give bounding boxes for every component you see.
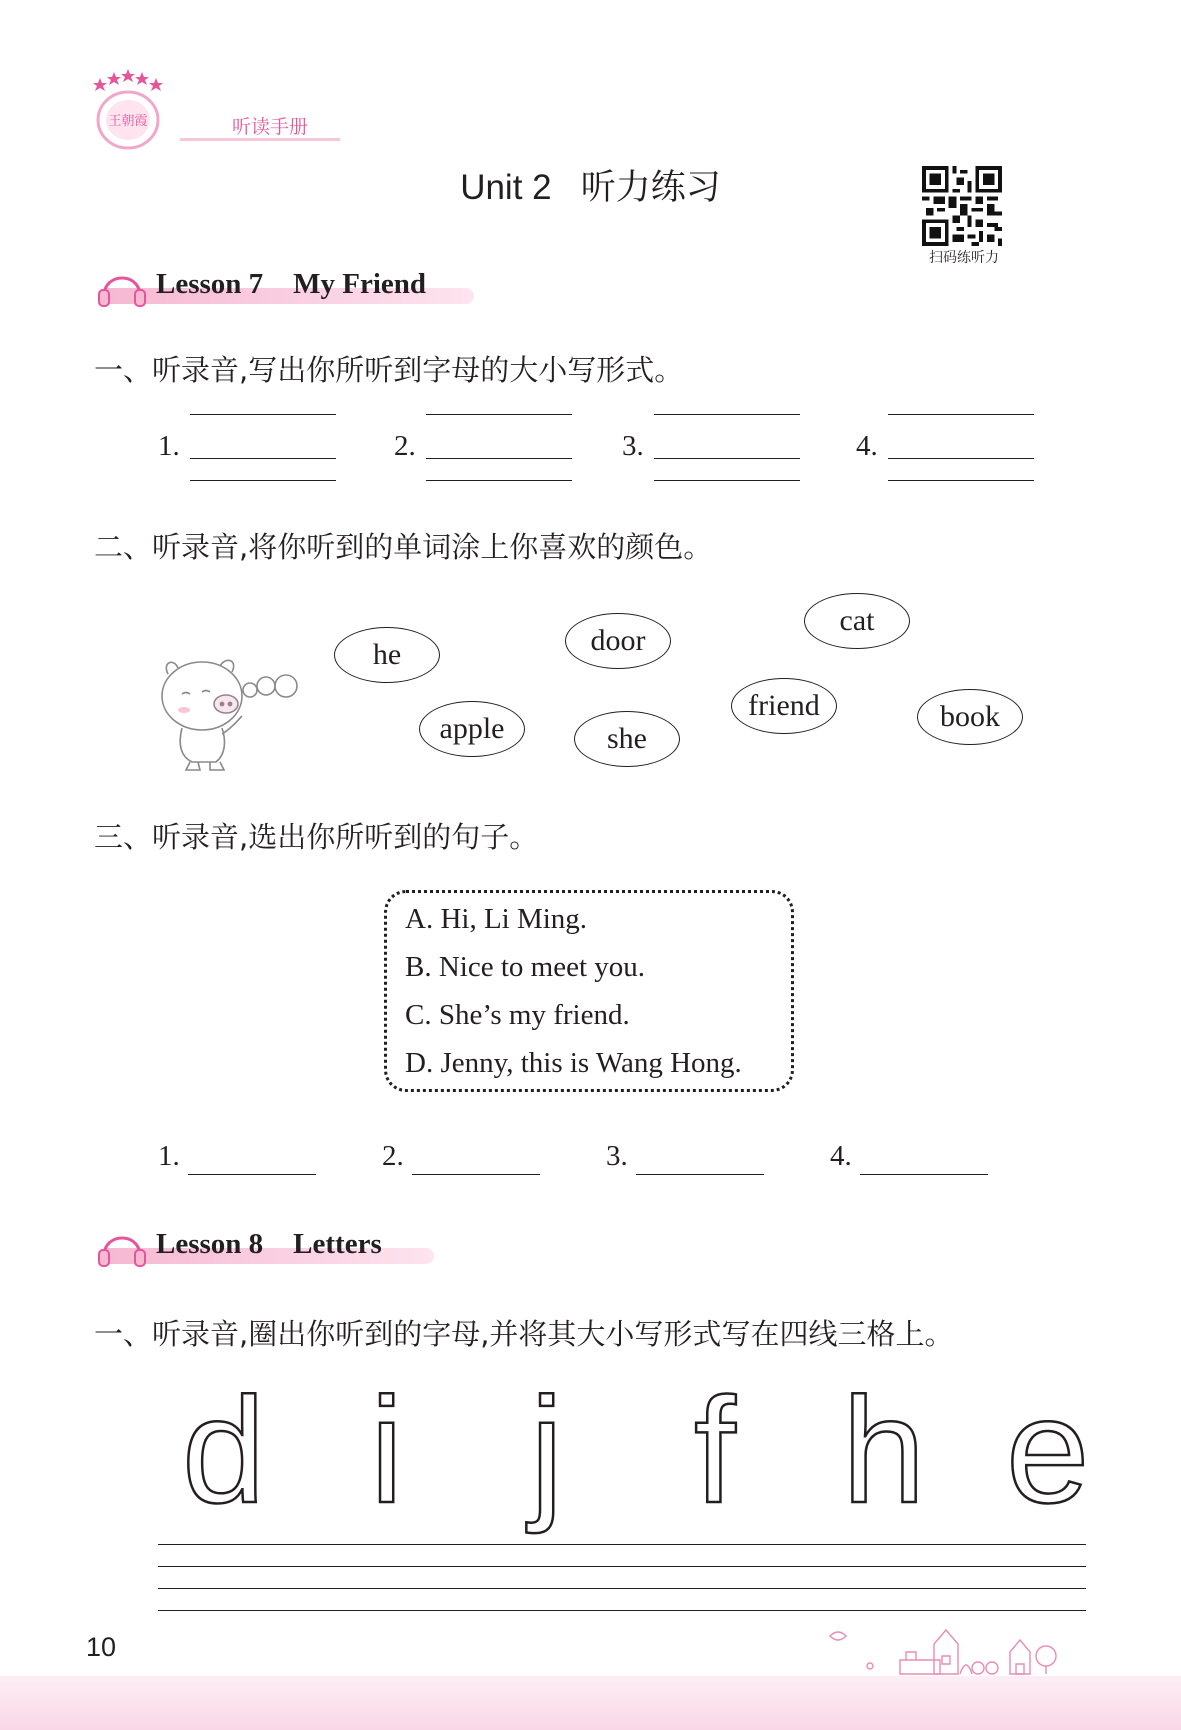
footer-band: [0, 1676, 1181, 1730]
lesson8-number: Lesson 8: [156, 1228, 264, 1260]
word-oval-he[interactable]: he: [334, 627, 440, 683]
l7-s3-answer-2[interactable]: [382, 1136, 582, 1176]
sentence-options-box: [384, 890, 794, 1092]
word-oval-she[interactable]: she: [574, 711, 680, 767]
item-number: 3.: [622, 430, 644, 462]
writing-guide-line: [158, 1544, 1086, 1545]
l7-s1-item-2[interactable]: [394, 410, 576, 482]
l7-s3-answer-3[interactable]: [606, 1136, 806, 1176]
sentence-option-c: C. She’s my friend.: [405, 999, 630, 1031]
l7-s1-item-3[interactable]: [622, 410, 804, 482]
outline-letter-d[interactable]: d: [182, 1366, 266, 1534]
item-number: 2.: [394, 430, 416, 462]
lesson8-name: Letters: [293, 1228, 382, 1260]
l7-s3-heading: 三、听录音,选出你所听到的句子。: [94, 820, 539, 854]
l7-s2-heading: 二、听录音,将你听到的单词涂上你喜欢的颜色。: [94, 530, 713, 564]
sentence-option-d: D. Jenny, this is Wang Hong.: [405, 1047, 742, 1079]
word-oval-cat[interactable]: cat: [804, 593, 910, 649]
headphones-icon: [94, 1222, 150, 1270]
outline-letter-i[interactable]: i: [370, 1366, 404, 1534]
l7-s1-item-4[interactable]: [856, 410, 1038, 482]
header-divider: [180, 138, 340, 141]
item-number: 2.: [382, 1140, 404, 1172]
l7-s1-heading: 一、听录音,写出你所听到字母的大小写形式。: [94, 353, 684, 387]
item-number: 4.: [856, 430, 878, 462]
svg-text:王朝霞: 王朝霞: [108, 114, 148, 129]
word-oval-book[interactable]: book: [917, 689, 1023, 745]
word-oval-friend[interactable]: friend: [731, 678, 837, 734]
item-number: 1.: [158, 1140, 180, 1172]
outline-letter-j[interactable]: j: [530, 1366, 564, 1534]
l7-s1-item-1[interactable]: [158, 410, 340, 482]
pig-blowing-bubbles-icon: [152, 644, 312, 774]
page-title: Unit 2 听力练习: [460, 168, 721, 207]
writing-guide-line: [158, 1610, 1086, 1611]
lesson7-name: My Friend: [293, 268, 427, 300]
lesson8-header: [94, 1222, 494, 1270]
sentence-option-b: B. Nice to meet you.: [405, 951, 646, 983]
lesson7-header: [94, 262, 494, 310]
outline-letter-f[interactable]: f: [694, 1366, 736, 1534]
item-number: 4.: [830, 1140, 852, 1172]
item-number: 1.: [158, 430, 180, 462]
book-name: 听读手册: [232, 116, 309, 138]
word-oval-door[interactable]: door: [565, 613, 671, 669]
writing-guide-line: [158, 1588, 1086, 1589]
house-trees-decoration-icon: [810, 1616, 1070, 1680]
l8-s1-heading: 一、听录音,圈出你听到的字母,并将其大小写形式写在四线三格上。: [94, 1317, 954, 1351]
crown-star-logo-icon: [92, 68, 164, 152]
qr-code-icon: [922, 166, 1002, 246]
sentence-option-a: A. Hi, Li Ming.: [405, 903, 588, 935]
outline-letter-h[interactable]: h: [842, 1366, 926, 1534]
l7-s3-answer-4[interactable]: [830, 1136, 1030, 1176]
writing-guide-line: [158, 1566, 1086, 1567]
lesson7-number: Lesson 7: [156, 268, 264, 300]
page-number: 10: [86, 1632, 117, 1662]
qr-caption: 扫码练听力: [929, 250, 999, 266]
l7-s3-answer-1[interactable]: [158, 1136, 358, 1176]
headphones-icon: [94, 262, 150, 310]
word-oval-apple[interactable]: apple: [419, 701, 525, 757]
item-number: 3.: [606, 1140, 628, 1172]
outline-letter-e[interactable]: e: [1006, 1366, 1090, 1534]
